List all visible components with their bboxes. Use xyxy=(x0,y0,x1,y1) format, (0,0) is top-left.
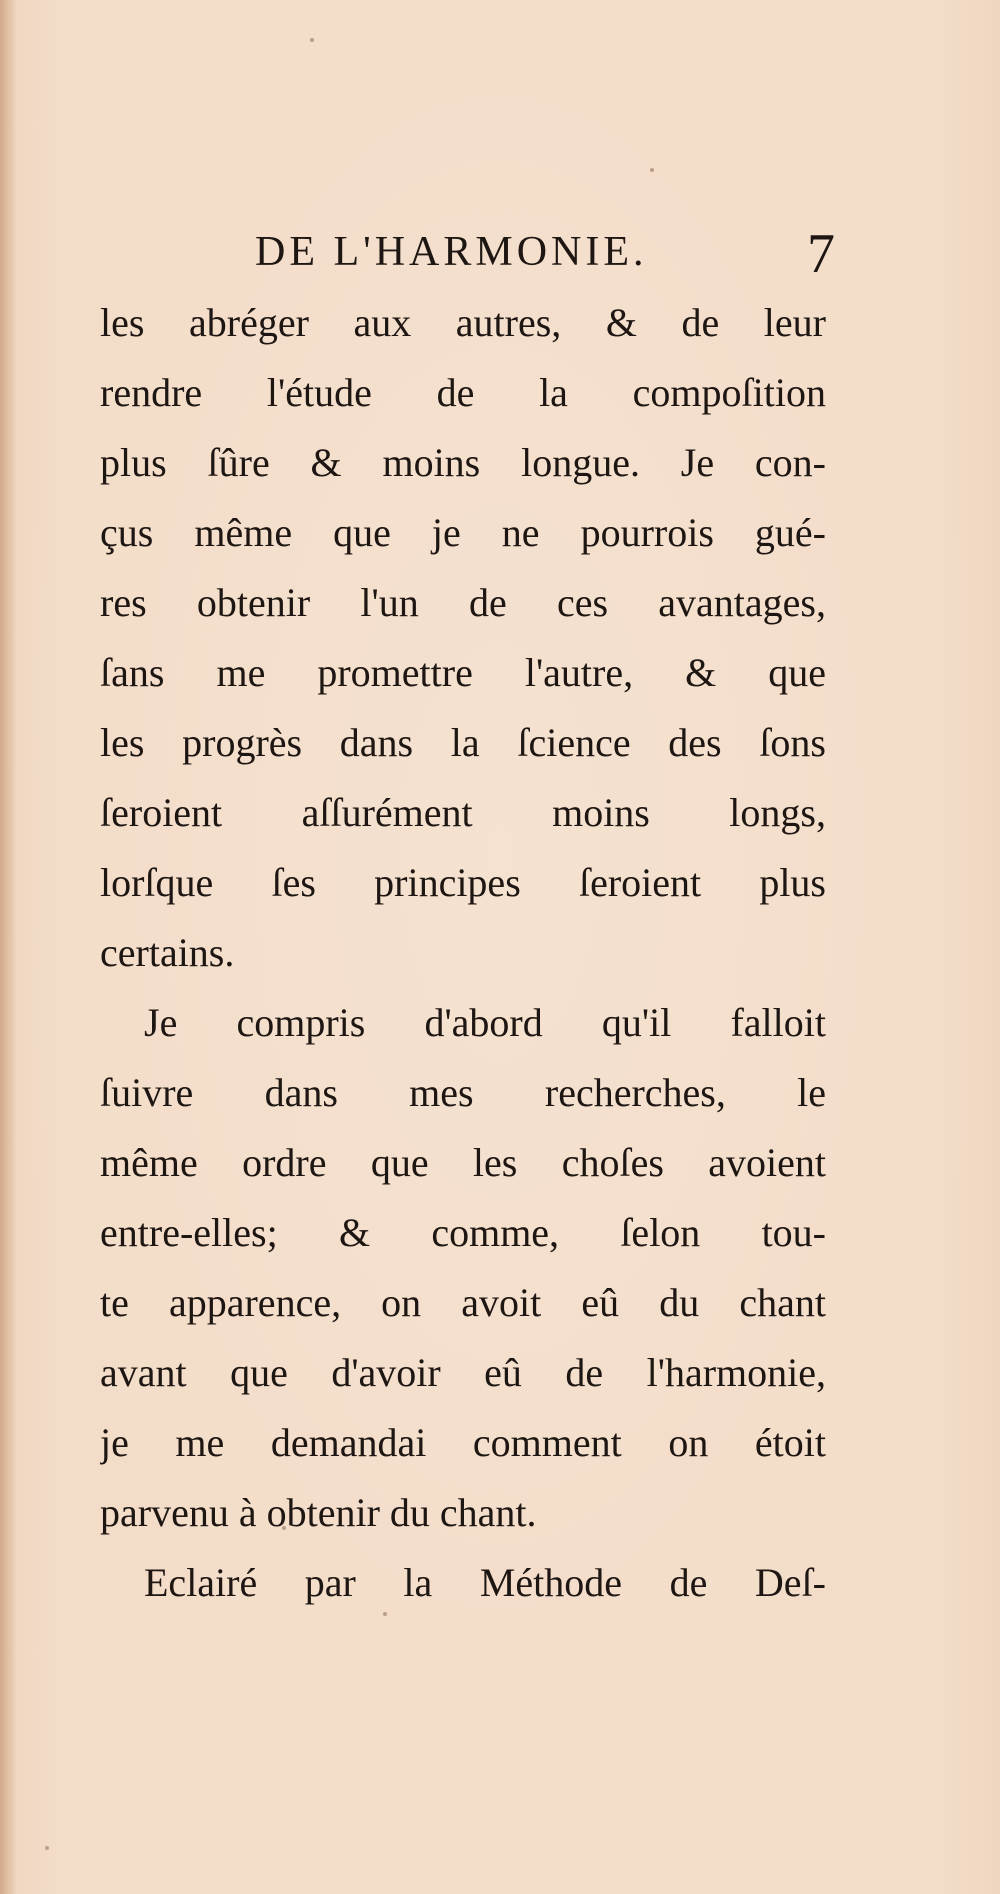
binding-edge xyxy=(0,0,16,1894)
text-line: Eclairé par la Méthode de Deſ- xyxy=(144,1560,826,1605)
running-head: DE L'HARMONIE. xyxy=(255,229,648,275)
page-header xyxy=(255,222,835,285)
text-line: même ordre que les choſes avoient xyxy=(100,1140,826,1185)
text-line: les abréger aux autres, & de leur xyxy=(100,300,826,345)
paper-speck xyxy=(45,1846,49,1850)
text-line: entre-elles; & comme, ſelon tou- xyxy=(100,1210,826,1255)
text-line: lorſque ſes principes ſeroient plus xyxy=(100,860,826,905)
text-line: avant que d'avoir eû de l'harmonie, xyxy=(100,1350,826,1395)
text-line: ſans me promettre l'autre, & que xyxy=(100,650,826,695)
paper-speck xyxy=(650,168,654,172)
paper-speck xyxy=(310,38,314,42)
text-line: ſuivre dans mes recherches, le xyxy=(100,1070,826,1115)
text-line: je me demandai comment on étoit xyxy=(100,1420,826,1465)
text-line: te apparence, on avoit eû du chant xyxy=(100,1280,826,1325)
text-line: çus même que je ne pourrois gué- xyxy=(100,510,826,555)
text-line: rendre l'étude de la compoſition xyxy=(100,370,826,415)
text-line: Je compris d'abord qu'il falloit xyxy=(144,1000,826,1045)
text-line: certains. xyxy=(100,930,235,975)
text-line: res obtenir l'un de ces avantages, xyxy=(100,580,826,625)
text-line: parvenu à obtenir du chant. xyxy=(100,1490,537,1535)
text-line: ſeroient aſſurément moins longs, xyxy=(100,790,826,835)
page-number: 7 xyxy=(807,223,835,285)
text-line: plus ſûre & moins longue. Je con- xyxy=(100,440,826,485)
body-text xyxy=(100,288,826,1618)
text-line: les progrès dans la ſcience des ſons xyxy=(100,720,826,765)
